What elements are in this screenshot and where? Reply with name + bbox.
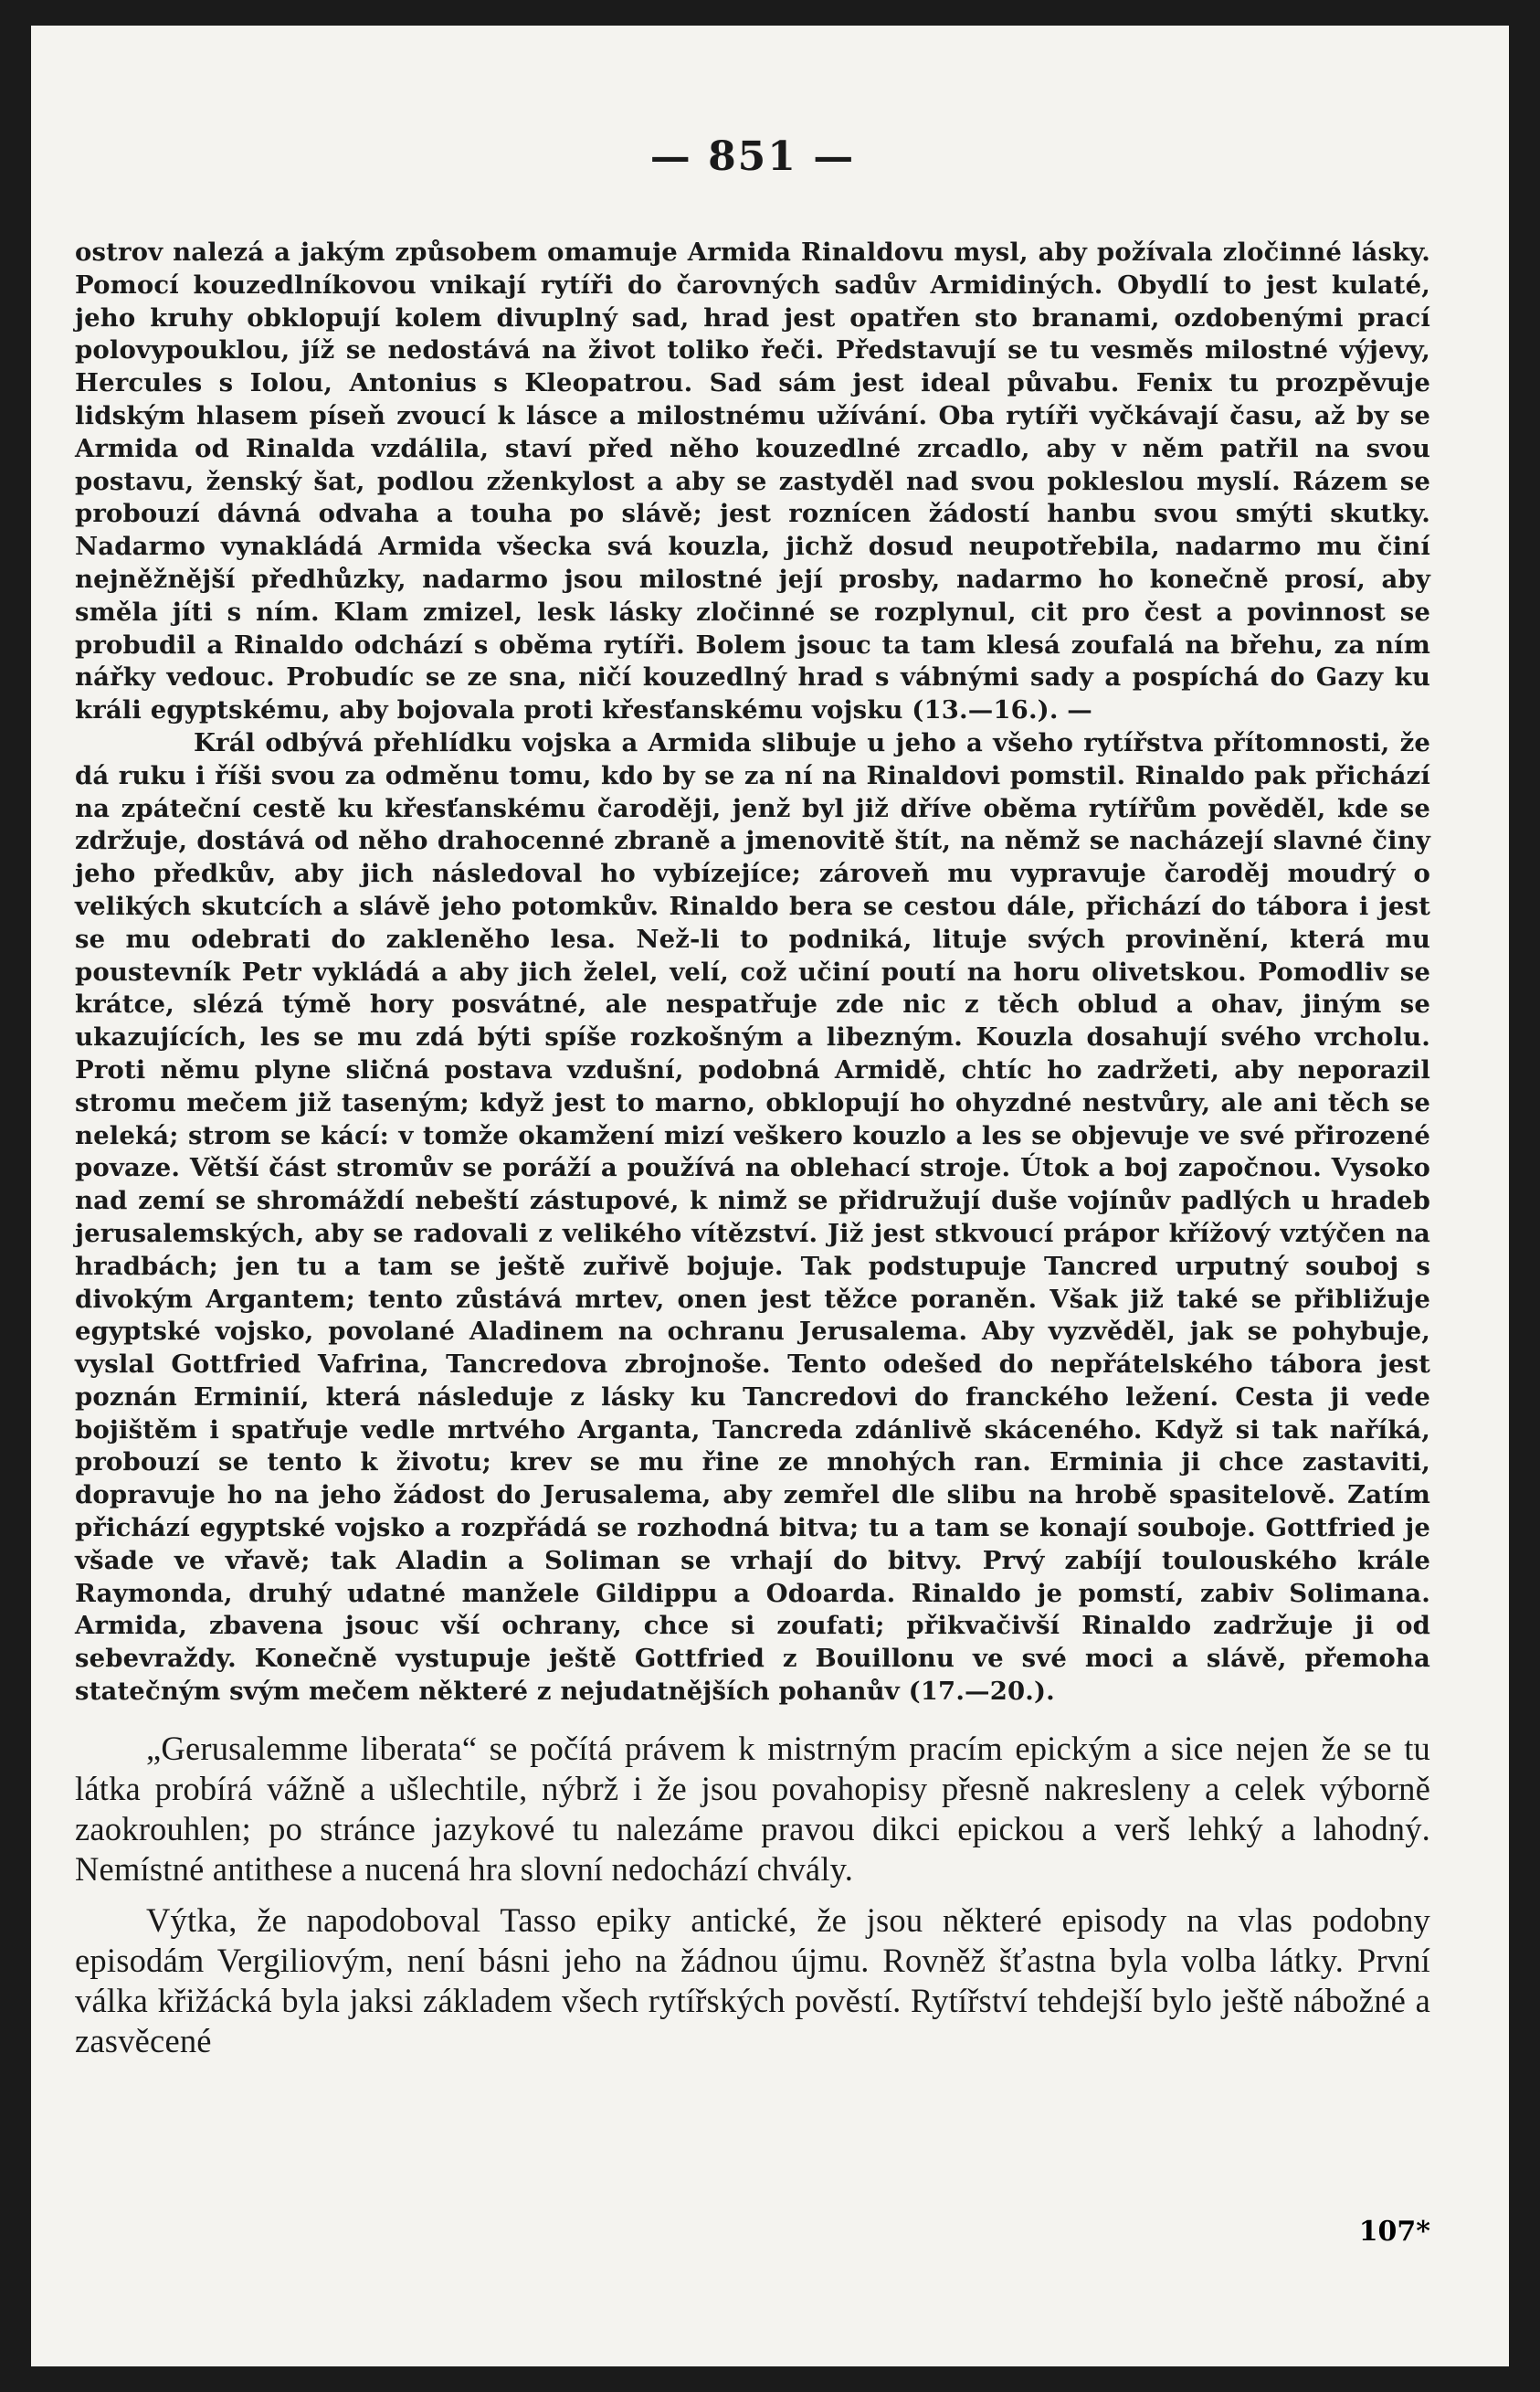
- paragraph-1: ostrov nalezá a jakým způsobem omamuje Armida Rinaldovu mysl, aby požívala zločinné lásky. Pomocí kouzedlníkovou vnikají rytíři do čarovných sadův Armidiných. Obydlí to jest kulaté, jeho kruhy obklopují kolem divuplný sad, hrad jest opatřen sto branami, ozdobenými prací polovypouklou, jíž se nedostává na život toliko řeči. Představují se tu vesměs milostné výjevy, Hercules s Iolou, Antonius s Kleopatrou. Sad sám jest ideal půvabu. Fenix tu prozpěvuje lidským hlasem píseň zvoucí k lásce a milostnému užívání. Oba rytíři vyčkávají času, až by se Armida od Rinalda vzdálila, staví před něho kouzedlné zrcadlo, aby v něm patřil na svou postavu, ženský šat, podlou zženkylost a aby se zastyděl nad svou pokleslou myslí. Rázem se probouzí dávná odvaha a touha po slávě; jest roznícen žádostí hanbu svou smýti skutky. Nadarmo vynakládá Armida všecka svá kouzla, jichž dosud neupotřebila, nadarmo mu činí nejněžnější předhůzky, nadarmo jsou milostné její prosby, nadarmo ho konečně prosí, aby směla jíti s ním. Klam zmizel, lesk lásky zločinné se rozplynul, cit pro čest a povinnost se probudil a Rinaldo odchází s oběma rytíři. Bolem jsouc ta tam klesá zoufalá na břehu, za ním nářky vedouc. Probudíc se ze sna, ničí kouzedlný hrad s vábnými sady a pospíchá do Gazy ku králi egyptskému, aby bojovala proti křesťanskému vojsku (13.—16.). —: [75, 238, 1430, 725]
- paragraph-2: Král odbývá přehlídku vojska a Armida slibuje u jeho a všeho rytířstva přítomnosti, že dá ruku i říši svou za odměnu tomu, kdo by se za ní na Rinaldovi pomstil. Rinaldo pak přichází na zpáteční cestě ku křesťanskému čaroději, jenž byl již dříve oběma rytířům pověděl, kde se zdržuje, dostává od něho drahocenné zbraně a jmenovitě štít, na němž se nacházejí slavné činy jeho předkův, aby jich následoval ho vybízejíce; zároveň mu vypravuje čaroděj moudrý o velikých skutcích a slávě jeho potomkův. Rinaldo bera se cestou dále, přichází do tábora i jest se mu odebrati do zakleněho lesa. Než-li to podniká, lituje svých provinění, která mu poustevník Petr vykládá a aby jich želel, velí, což učiní poutí na horu olivetskou. Pomodliv se krátce, slézá týmě hory posvátné, ale nespatřuje zde nic z těch oblud a ohav, jiným se ukazujících, les se mu zdá býti spíše rozkošným a libezným. Kouzla dosahují svého vrcholu. Proti němu plyne sličná postava vzdušní, podobná Armidě, chtíc ho zadržeti, aby neporazil stromu mečem již taseným; když jest to marno, obklopují ho ohyzdné nestvůry, ale ani těch se neleká; strom se kácí: v tomže okamžení mizí veškero kouzlo a les se objevuje ve své přirozené povaze. Větší část stromův se poráží a používá na oblehací stroje. Útok a boj započnou. Vysoko nad zemí se shromáždí nebeští zástupové, k nimž se přidružují duše vojínův padlých u hradeb jerusalemských, aby se radovali z velikého vítězství. Již jest stkvoucí prápor křížový vztýčen na hradbách; jen tu a tam se ještě zuřivě bojuje. Tak podstupuje Tancred urputný souboj s divokým Argantem; tento zůstává mrtev, onen jest těžce poraněn. Však již také se přibližuje egyptské vojsko, povolané Aladinem na ochranu Jerusalema. Aby vyzvěděl, jak se pohybuje, vyslal Gottfried Vafrina, Tancredova zbrojnoše. Tento odešed do nepřátelského tábora jest poznán Erminií, která následuje z lásky ku Tancredovi do franckého ležení. Cesta ji vede bojištěm i spatřuje vedle mrtvého Arganta, Tancreda zdánlivě skáceného. Když si tak naříká, probouzí se tento k životu; krev se mu řine ze mnohých ran. Erminia ji chce zastaviti, dopravuje ho na jeho žádost do Jerusalema, aby zemřel dle slibu na hrobě spasitelově. Zatím přichází egyptské vojsko a rozpřádá se rozhodná bitva; tu a tam se konají souboje. Gottfried je všade ve vřavě; tak Aladin a Soliman se vrhají do bitvy. Prvý zabíjí toulouského krále Raymonda, druhý udatné manžele Gildippu a Odoarda. Rinaldo je pomstí, zabiv Solimana. Armida, zbavena jsouc vší ochrany, chce si zoufati; přikvačivší Rinaldo zadržuje ji od sebevraždy. Konečně vystupuje ještě Gottfried z Bouillonu ve své moci a slávě, přemoha statečným svým mečem některé z nejudatnějších pohanův (17.—20.).: [75, 727, 1430, 1707]
- signature-mark: 107*: [1358, 2216, 1430, 2248]
- page-number: — 851 —: [649, 133, 856, 180]
- page-content: [75, 133, 1430, 2061]
- book-page: [31, 26, 1509, 2366]
- paragraph-3: „Gerusalemme liberata“ se počítá právem k mistrným pracím epickým a sice nejen že se tu látka probírá vážně a ušlechtile, nýbrž i že jsou povahopisy přesně nakresleny a celek výborně zaokrouhlen; po stránce jazykové tu nalezáme pravou dikci epickou a verš lehký a lahodný. Nemístné antithese a nucená hra slovní nedochází chvály.: [75, 1729, 1430, 1888]
- paragraph-4: Výtka, že napodoboval Tasso epiky antické, že jsou některé episody na vlas podobny episodám Vergiliovým, není básni jeho na žádnou újmu. Rovněž šťastna byla volba látky. První válka křižácká byla jaksi základem všech rytířských pověstí. Rytířství tehdejší bylo ještě nábožné a zasvěcené: [75, 1900, 1430, 2059]
